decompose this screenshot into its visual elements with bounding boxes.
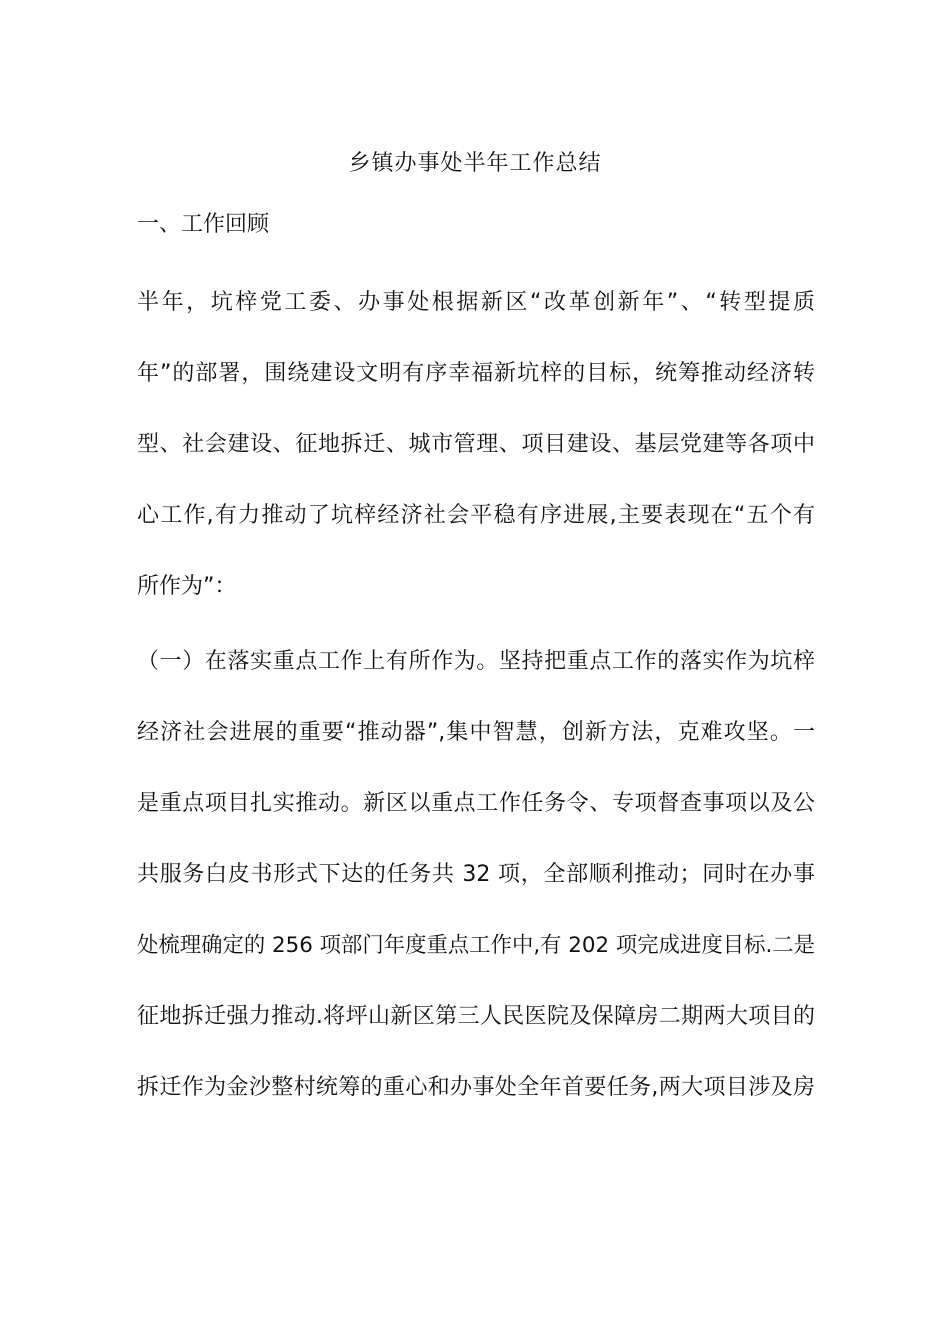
paragraph-line: 年”的部署，围绕建设文明有序幸福新坑梓的目标，统筹推动经济转 bbox=[137, 361, 815, 386]
paragraph-line: 型、社会建设、征地拆迁、城市管理、项目建设、基层党建等各项中 bbox=[137, 432, 815, 457]
paragraph-line: 所作为”： bbox=[137, 574, 237, 599]
paragraph-line: 共服务白皮书形式下达的任务共 32 项，全部顺利推动；同时在办事 bbox=[137, 862, 815, 887]
paragraph-line: 是重点项目扎实推动。新区以重点工作任务令、专项督查事项以及公 bbox=[137, 791, 815, 816]
paragraph-line: 拆迁作为金沙整村统筹的重心和办事处全年首要任务,两大项目涉及房 bbox=[137, 1075, 815, 1100]
paragraph-line: 经济社会进展的重要“推动器”,集中智慧，创新方法，克难攻坚。一 bbox=[137, 720, 815, 745]
document-title: 乡镇办事处半年工作总结 bbox=[348, 151, 602, 176]
paragraph-line: 半年，坑梓党工委、办事处根据新区“改革创新年”、“转型提质 bbox=[137, 290, 815, 315]
paragraph-line: （一）在落实重点工作上有所作为。坚持把重点工作的落实作为坑梓 bbox=[137, 649, 815, 674]
section-heading: 一、工作回顾 bbox=[137, 212, 270, 237]
paragraph-line: 处梳理确定的 256 项部门年度重点工作中,有 202 项完成进度目标.二是 bbox=[137, 933, 815, 958]
paragraph-line: 征地拆迁强力推动.将坪山新区第三人民医院及保障房二期两大项目的 bbox=[137, 1004, 815, 1029]
paragraph-line: 心工作,有力推动了坑梓经济社会平稳有序进展,主要表现在“五个有 bbox=[137, 503, 815, 528]
